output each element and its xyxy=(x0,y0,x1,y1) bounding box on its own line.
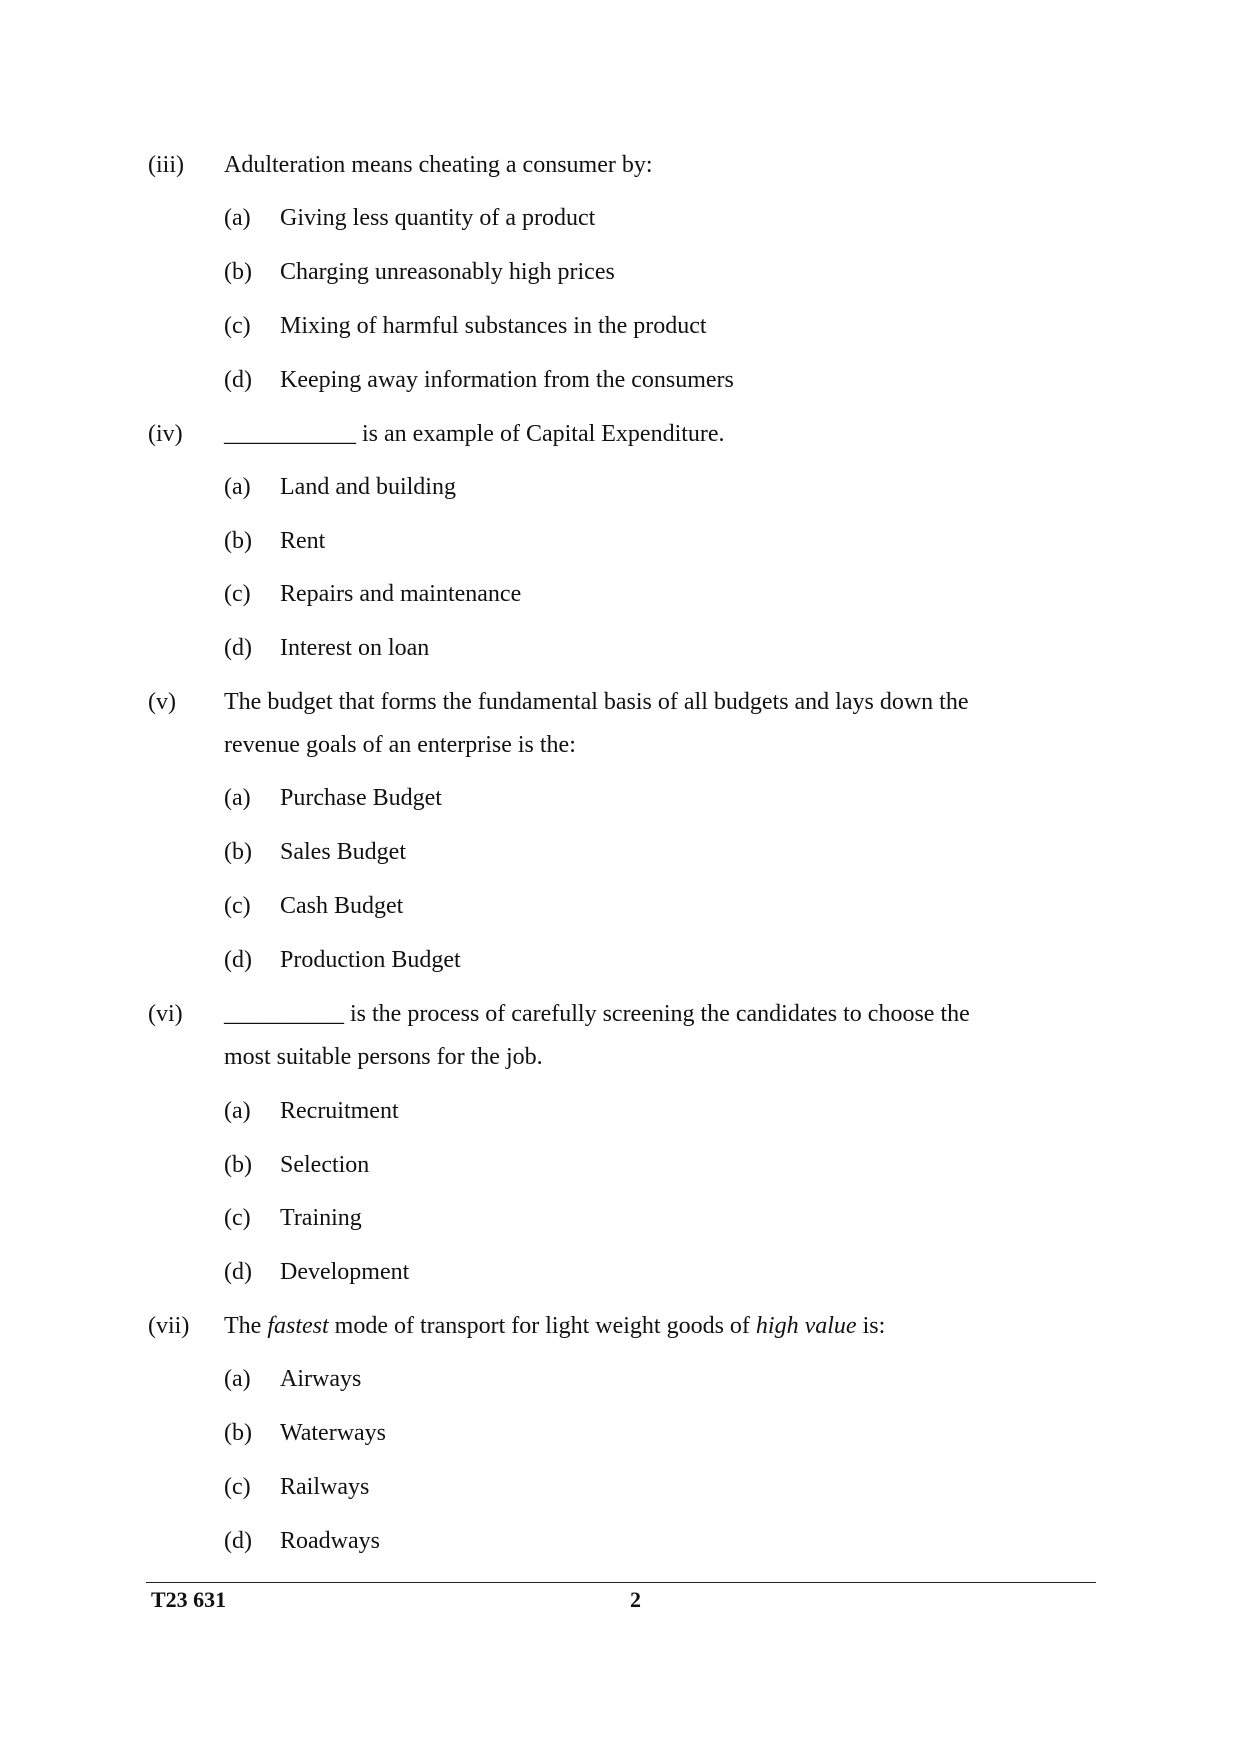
option-text: Interest on loan xyxy=(280,635,430,661)
question-text-run: mode of transport for light weight goods of xyxy=(328,1313,756,1339)
option-letter: (a) xyxy=(224,474,251,500)
question-text-emphasis: fastest xyxy=(267,1313,329,1339)
question-text xyxy=(224,1305,1004,1348)
footer-rule xyxy=(146,1582,1096,1583)
option-text: Charging unreasonably high prices xyxy=(280,259,615,285)
option-letter: (c) xyxy=(224,1474,251,1500)
option-letter: (d) xyxy=(224,367,252,393)
option-letter: (d) xyxy=(224,1259,252,1285)
option-text: Production Budget xyxy=(280,947,461,973)
option-text: Airways xyxy=(280,1366,362,1392)
option-text: Training xyxy=(280,1205,362,1231)
option-letter: (c) xyxy=(224,893,251,919)
question-number: (iv) xyxy=(148,421,183,447)
question-number: (iii) xyxy=(148,152,184,178)
question-text-run: Adulteration means cheating a consumer by: xyxy=(224,152,653,178)
option-text: Railways xyxy=(280,1474,370,1500)
option-letter: (a) xyxy=(224,1098,251,1124)
option-text: Keeping away information from the consumers xyxy=(280,367,734,393)
option-letter: (d) xyxy=(224,947,252,973)
option-text: Purchase Budget xyxy=(280,785,442,811)
option-text: Waterways xyxy=(280,1420,387,1446)
option-letter: (b) xyxy=(224,259,252,285)
question-text xyxy=(224,681,1004,767)
question-text-run: The budget that forms the fundamental basis of all budgets and lays down the revenue goals of an enterprise is the: xyxy=(224,689,969,758)
option-text: Roadways xyxy=(280,1528,380,1554)
option-letter: (b) xyxy=(224,1420,252,1446)
paper-code: T23 631 xyxy=(151,1587,227,1612)
option-letter: (a) xyxy=(224,205,251,231)
question-text-run: ___________ is an example of Capital Expenditure. xyxy=(224,421,725,447)
option-text: Mixing of harmful substances in the product xyxy=(280,313,707,339)
question-number: (v) xyxy=(148,689,176,715)
question-text xyxy=(224,413,1004,456)
option-letter: (b) xyxy=(224,528,252,554)
option-letter: (c) xyxy=(224,581,251,607)
question-text-run: is: xyxy=(856,1313,886,1339)
question-text-run: __________ is the process of carefully screening the candidates to choose the most suitable persons for the job. xyxy=(224,1001,970,1070)
question-text xyxy=(224,993,1004,1079)
option-letter: (a) xyxy=(224,1366,251,1392)
option-text: Land and building xyxy=(280,474,456,500)
option-text: Repairs and maintenance xyxy=(280,581,522,607)
option-letter: (b) xyxy=(224,839,252,865)
question-number: (vi) xyxy=(148,1001,183,1027)
option-text: Selection xyxy=(280,1152,370,1178)
option-letter: (d) xyxy=(224,1528,252,1554)
option-text: Development xyxy=(280,1259,410,1285)
option-text: Cash Budget xyxy=(280,893,404,919)
question-text xyxy=(224,144,1004,187)
option-text: Giving less quantity of a product xyxy=(280,205,596,231)
question-text-emphasis: high value xyxy=(755,1313,857,1339)
question-number: (vii) xyxy=(148,1313,190,1339)
option-letter: (c) xyxy=(224,313,251,339)
option-letter: (a) xyxy=(224,785,251,811)
option-letter: (b) xyxy=(224,1152,252,1178)
option-letter: (d) xyxy=(224,635,252,661)
page-number: 2 xyxy=(630,1587,641,1612)
question-text-run: The xyxy=(224,1313,268,1339)
option-text: Sales Budget xyxy=(280,839,406,865)
option-text: Rent xyxy=(280,528,326,554)
option-text: Recruitment xyxy=(280,1098,399,1124)
option-letter: (c) xyxy=(224,1205,251,1231)
